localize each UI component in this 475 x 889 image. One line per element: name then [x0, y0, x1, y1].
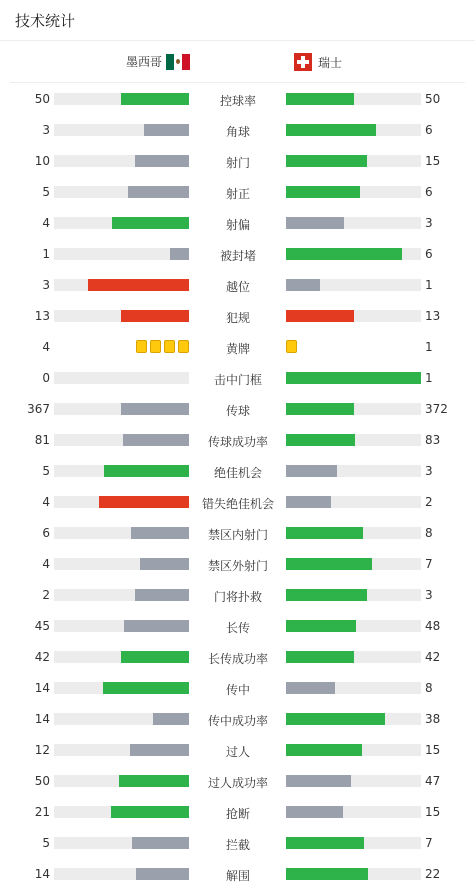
- away-value: 3: [425, 588, 433, 602]
- stat-row: [0, 331, 475, 362]
- away-bar-track: [286, 713, 421, 725]
- away-value: 372: [425, 402, 448, 416]
- away-bar-track: [286, 403, 421, 415]
- home-value: 4: [42, 216, 50, 230]
- home-bar-track: [54, 310, 189, 322]
- home-value: 4: [42, 557, 50, 571]
- stat-label: 传中成功率: [207, 714, 268, 728]
- away-team-name: 瑞士: [318, 55, 343, 70]
- yellow-card-icon: [178, 340, 189, 353]
- stat-row: [0, 145, 475, 176]
- home-bar-track: [54, 186, 189, 198]
- away-value: 7: [425, 557, 433, 571]
- away-yellow-cards: [286, 340, 297, 353]
- home-bar-fill: [135, 589, 189, 601]
- home-bar-fill: [121, 93, 189, 105]
- away-bar-track: [286, 310, 421, 322]
- stat-label: 射门: [225, 156, 250, 170]
- home-value: 6: [42, 526, 50, 540]
- away-bar-track: [286, 620, 421, 632]
- home-value: 5: [42, 836, 50, 850]
- stat-label: 长传: [225, 621, 250, 635]
- home-bar-fill: [124, 620, 189, 632]
- stat-row: [0, 393, 475, 424]
- away-bar-fill: [286, 744, 362, 756]
- home-value: 42: [34, 650, 50, 664]
- away-bar-fill: [286, 93, 354, 105]
- away-bar-track: [286, 93, 421, 105]
- home-value: 12: [34, 743, 50, 757]
- switzerland-flag-icon: [294, 53, 312, 71]
- stat-label: 传中: [225, 683, 250, 697]
- home-value: 21: [34, 805, 50, 819]
- stat-row: [0, 796, 475, 827]
- home-bar-track: [54, 682, 189, 694]
- stat-row: [0, 83, 475, 114]
- stat-row: [0, 641, 475, 672]
- away-value: 15: [425, 805, 441, 819]
- stat-label: 犯规: [225, 311, 250, 325]
- home-bar-track: [54, 775, 189, 787]
- away-value: 48: [425, 619, 441, 633]
- away-bar-fill: [286, 372, 421, 384]
- home-bar-fill: [111, 806, 189, 818]
- header: [0, 0, 475, 41]
- away-value: 8: [425, 681, 433, 695]
- home-value: 2: [42, 588, 50, 602]
- away-bar-track: [286, 589, 421, 601]
- home-bar-track: [54, 620, 189, 632]
- home-bar-fill: [123, 434, 189, 446]
- stat-row: [0, 300, 475, 331]
- home-bar-track: [54, 589, 189, 601]
- yellow-card-icon: [136, 340, 147, 353]
- stat-label: 控球率: [219, 94, 256, 108]
- stat-row: [0, 455, 475, 486]
- home-bar-track: [54, 713, 189, 725]
- stat-row: [0, 610, 475, 641]
- away-value: 38: [425, 712, 441, 726]
- stat-label: 越位: [225, 280, 250, 294]
- home-bar-fill: [132, 837, 189, 849]
- away-bar-fill: [286, 558, 372, 570]
- home-bar-track: [54, 527, 189, 539]
- stat-row: [0, 176, 475, 207]
- stat-label: 绝佳机会: [213, 466, 262, 480]
- home-bar-fill: [121, 310, 189, 322]
- away-bar-track: [286, 682, 421, 694]
- home-bar-track: [54, 651, 189, 663]
- away-bar-track: [286, 155, 421, 167]
- stat-label: 传球成功率: [207, 435, 268, 449]
- stat-row: [0, 517, 475, 548]
- home-value: 5: [42, 185, 50, 199]
- home-bar-fill: [104, 465, 189, 477]
- stat-label: 角球: [225, 125, 250, 139]
- away-bar-track: [286, 124, 421, 136]
- stat-label: 错失绝佳机会: [201, 497, 274, 511]
- home-team: [126, 53, 190, 70]
- home-value: 14: [34, 712, 50, 726]
- home-team-name: 墨西哥: [126, 55, 163, 69]
- away-bar-fill: [286, 682, 335, 694]
- away-value: 8: [425, 526, 433, 540]
- team-header: [10, 41, 465, 83]
- home-value: 3: [42, 123, 50, 137]
- home-value: 13: [34, 309, 50, 323]
- away-bar-track: [286, 465, 421, 477]
- stat-label: 过人成功率: [207, 776, 268, 790]
- stat-label: 禁区外射门: [207, 559, 268, 573]
- home-bar-track: [54, 744, 189, 756]
- away-value: 47: [425, 774, 441, 788]
- away-bar-track: [286, 217, 421, 229]
- away-bar-fill: [286, 496, 331, 508]
- away-value: 15: [425, 743, 441, 757]
- mexico-flag-icon: [166, 54, 190, 70]
- home-bar-track: [54, 496, 189, 508]
- away-bar-track: [286, 744, 421, 756]
- stat-label: 击中门框: [213, 373, 262, 387]
- away-value: 15: [425, 154, 441, 168]
- stat-label: 射正: [225, 187, 250, 201]
- home-bar-track: [54, 124, 189, 136]
- home-value: 50: [34, 92, 50, 106]
- away-value: 3: [425, 216, 433, 230]
- home-bar-fill: [128, 186, 189, 198]
- away-value: 6: [425, 123, 433, 137]
- home-bar-fill: [136, 868, 189, 880]
- home-value: 4: [42, 495, 50, 509]
- away-value: 83: [425, 433, 441, 447]
- away-value: 50: [425, 92, 441, 106]
- home-bar-fill: [119, 775, 189, 787]
- home-bar-fill: [130, 744, 189, 756]
- home-value: 0: [42, 371, 50, 385]
- stat-row: [0, 486, 475, 517]
- stat-row: [0, 827, 475, 858]
- away-bar-fill: [286, 434, 355, 446]
- away-bar-fill: [286, 651, 354, 663]
- away-bar-track: [286, 248, 421, 260]
- away-bar-track: [286, 837, 421, 849]
- yellow-card-icon: [150, 340, 161, 353]
- home-bar-track: [54, 279, 189, 291]
- away-bar-fill: [286, 837, 364, 849]
- away-team: [294, 53, 342, 71]
- away-value: 1: [425, 371, 433, 385]
- away-value: 2: [425, 495, 433, 509]
- stat-row: [0, 734, 475, 765]
- stat-row: [0, 765, 475, 796]
- home-bar-fill: [88, 279, 189, 291]
- home-bar-fill: [121, 651, 189, 663]
- home-bar-track: [54, 372, 189, 384]
- home-bar-track: [54, 558, 189, 570]
- away-bar-fill: [286, 186, 360, 198]
- home-bar-track: [54, 403, 189, 415]
- away-value: 13: [425, 309, 441, 323]
- away-bar-fill: [286, 310, 354, 322]
- home-bar-track: [54, 434, 189, 446]
- home-bar-track: [54, 248, 189, 260]
- away-bar-track: [286, 372, 421, 384]
- home-bar-track: [54, 93, 189, 105]
- away-bar-fill: [286, 248, 402, 260]
- away-bar-fill: [286, 589, 367, 601]
- home-value: 14: [34, 681, 50, 695]
- away-bar-fill: [286, 527, 363, 539]
- stat-label: 传球: [225, 404, 250, 418]
- page-title: 技术统计: [15, 11, 76, 30]
- stat-label: 解围: [225, 869, 250, 883]
- home-bar-track: [54, 217, 189, 229]
- stat-label: 黄牌: [225, 342, 250, 356]
- home-value: 367: [27, 402, 50, 416]
- away-bar-fill: [286, 620, 356, 632]
- stat-row: [0, 207, 475, 238]
- home-bar-track: [54, 837, 189, 849]
- home-bar-fill: [135, 155, 189, 167]
- away-bar-fill: [286, 124, 376, 136]
- away-bar-fill: [286, 775, 351, 787]
- stat-label: 长传成功率: [207, 652, 268, 666]
- stat-label: 门将扑救: [213, 590, 262, 604]
- home-bar-fill: [112, 217, 189, 229]
- home-bar-track: [54, 868, 189, 880]
- away-bar-fill: [286, 403, 354, 415]
- away-bar-fill: [286, 155, 367, 167]
- stat-label: 过人: [225, 745, 250, 759]
- stat-row: [0, 362, 475, 393]
- away-bar-fill: [286, 279, 320, 291]
- away-bar-track: [286, 527, 421, 539]
- away-value: 1: [425, 278, 433, 292]
- stat-row: [0, 114, 475, 145]
- away-bar-fill: [286, 806, 343, 818]
- home-value: 4: [42, 340, 50, 354]
- home-bar-fill: [103, 682, 189, 694]
- away-value: 1: [425, 340, 433, 354]
- stat-label: 抢断: [225, 807, 250, 821]
- home-bar-fill: [144, 124, 189, 136]
- yellow-card-icon: [164, 340, 175, 353]
- home-value: 45: [34, 619, 50, 633]
- yellow-card-icon: [286, 340, 297, 353]
- home-bar-fill: [121, 403, 189, 415]
- away-bar-track: [286, 775, 421, 787]
- away-bar-track: [286, 806, 421, 818]
- stat-row: [0, 579, 475, 610]
- away-bar-fill: [286, 868, 368, 880]
- stat-label: 射偏: [225, 218, 250, 232]
- away-bar-track: [286, 434, 421, 446]
- home-bar-fill: [170, 248, 189, 260]
- home-value: 50: [34, 774, 50, 788]
- away-bar-fill: [286, 465, 337, 477]
- stat-row: [0, 703, 475, 734]
- home-bar-fill: [140, 558, 189, 570]
- home-bar-fill: [99, 496, 189, 508]
- home-value: 10: [34, 154, 50, 168]
- away-bar-track: [286, 279, 421, 291]
- away-value: 3: [425, 464, 433, 478]
- stat-row: [0, 424, 475, 455]
- stat-row: [0, 548, 475, 579]
- home-value: 81: [34, 433, 50, 447]
- away-bar-fill: [286, 713, 385, 725]
- stat-label: 被封堵: [219, 249, 256, 263]
- away-bar-track: [286, 558, 421, 570]
- home-value: 14: [34, 867, 50, 881]
- stat-row: [0, 269, 475, 300]
- away-value: 7: [425, 836, 433, 850]
- stat-row: [0, 672, 475, 703]
- stat-row: [0, 238, 475, 269]
- home-bar-fill: [153, 713, 189, 725]
- away-bar-track: [286, 496, 421, 508]
- home-value: 1: [42, 247, 50, 261]
- away-bar-track: [286, 186, 421, 198]
- away-value: 6: [425, 185, 433, 199]
- stat-label: 禁区内射门: [207, 528, 268, 542]
- stat-label: 拦截: [225, 838, 250, 852]
- home-yellow-cards: [136, 340, 189, 353]
- stat-row: [0, 858, 475, 889]
- away-value: 42: [425, 650, 441, 664]
- away-value: 22: [425, 867, 441, 881]
- home-bar-track: [54, 806, 189, 818]
- home-bar-fill: [131, 527, 189, 539]
- away-bar-track: [286, 651, 421, 663]
- home-value: 5: [42, 464, 50, 478]
- away-bar-fill: [286, 217, 344, 229]
- home-value: 3: [42, 278, 50, 292]
- home-bar-track: [54, 155, 189, 167]
- away-value: 6: [425, 247, 433, 261]
- home-bar-track: [54, 465, 189, 477]
- away-bar-track: [286, 868, 421, 880]
